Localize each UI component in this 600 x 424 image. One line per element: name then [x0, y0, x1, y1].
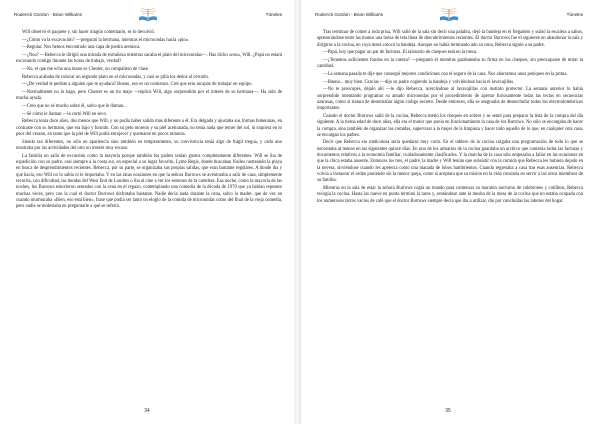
paragraph: —¿Cómo va la excavación? —preguntó la hermana, mientras el microondas hacía «pin». — [22, 37, 190, 43]
header-author: Roderick Gordon - Brian Williams — [315, 12, 383, 17]
page-number: 34 — [144, 408, 150, 414]
paragraph: —No, el que me echa una mano es Chester, un compañero de clase. — [22, 67, 149, 73]
paragraph: La familia no salía de excursión como la mayoría porque también los padres tenían gustos completamente diferentes. Will se iba de expedición con su padre, casi siempre a la costa sur, en especial a su lugar favorito, Lyme Regis, donde buscaban fósiles rastreando la playa en busca de desprendimientos recientes. Rebecca, por su parte, se organizaba sus propias salidas, que eran bastante regulares. A donde iba y qué hacía, eso Will no lo sabía ni le importaba. Y en las raras ocasiones en que la señora Burrows se aventuraba a salir de casa, simplemente recorría, con dificultad, las tiendas del West End de Londres o iba al cine a ver los estrenos de la cartelera. Esa noche, como la mayoría de las noches, los Burrows estuvieron sentados con la cena en el regazo, contemplando una comedia de la década de 1970 que ya habían repuesto muchas veces, pero con la cual el doctor Burrows disfrutaba bastante. Nadie decía nada durante la cena, salvo la madre, que de vez en cuando murmuraba «Bien, eso está bien», frase que podía ser tanto un elogio de la comida de microondas como del final de la vieja comedia, pero nadie se molestaba en preguntarle a qué se refería. — [16, 153, 282, 210]
paragraph: Will observó el paquete y, sin hacer ningún comentario, se lo devolvió. — [22, 30, 156, 35]
paragraph: —No te preocupes, déjalo ahí —le dijo Rebecca, acercándose al lavavajillas con instinto protector. La semana anterior lo había sorprendido intentando programar su amado microondas por el procedimiento de apretar furiosamente todas las teclas en secuencias azarosas, como si tratara de desentrañar algún código secreto. Desde entonces, ella se aseguraba de desenchufar todos los electrodomésticos importantes. — [317, 87, 583, 112]
header-title: Túneles — [265, 12, 282, 17]
paragraph: —¿De verdad le pediste a alguien que te ayudara? Bueno, eso es un comienzo. Creí que eras incapaz de trabajar en equipo. — [22, 82, 253, 88]
header-author: Roderick Gordon - Brian Williams — [14, 12, 82, 17]
left-page — [0, 0, 295, 424]
right-page-text — [317, 30, 583, 402]
paragraph: —¿Noo? —Rebecca le dirigió una mirada de extrañeza mientras sacaba el plato del microondas—. Has dicho «nos», Will. ¿Papá no estará excavando contigo durante las horas de trabajo, verdad? — [16, 53, 282, 65]
paragraph: Rebecca tenía doce años, dos menos que Will, y no podía haber salido más diferente a él. Era delgada y ajustaba sus formas femeninas, en contraste con su hermano, que era bajo y fornido. Con su pelo moreno y su piel aceitunada, no tenía nada que temer del sol, ni siquiera en lo peor del verano, en tanto que la piel de Will podía enrojecer y quemarse en pocos minutos. — [16, 119, 282, 138]
right-page — [300, 0, 595, 424]
paragraph: —Regular. Nos hemos encontrado una capa de piedra arenisca. — [22, 45, 141, 51]
paragraph: Rebecca acababa de colocar un segundo plato en el microondas, y casi se pilla los dedos al cerrarlo. — [22, 74, 210, 80]
paragraph: Tras terminar de comer a toda prisa, Will salió de la sala sin decir una palabra, dejó la bandeja en el fregadero y subió la escalera a saltos, apresurándose entre las manos una bolsa de tela llena de descubrimientos recientes. El doctor Burrows fue el siguiente en abandonar la sala y dirigirse a la cocina, en cuya mesa colocó la bandeja. Aunque no había terminado aún su cena, Rebecca siguió a su padre. — [317, 30, 583, 48]
book-logo-icon — [137, 8, 159, 23]
left-page-text — [16, 30, 282, 402]
paragraph: —La semana pasada te dije que conseguí mejores condiciones con el seguro de la casa. Nos ahorramos unos peniques en la prima. — [323, 71, 568, 77]
paragraph: —Sé cómo le llaman —la cortó Will en seco. — [22, 111, 107, 117]
right-page-header — [315, 8, 583, 22]
paragraph: —Papá, hoy que pagar un par de facturas. El talonario de cheques está en la mesa. — [323, 50, 478, 56]
paragraph: Mientras en la sala de estar la señora Burrows cogía un mando para comenzar su maratón nocturno de culebrones y cotilleos, Rebecca recogía la cocina. Hasta las nueve en punto terminó la tarea y, sentándose ante la mesita de la mesa de la cocina que no estaba ocupada con los numerosos tarros vacíos de café que el doctor Burrows siempre decía que iba a utilizar, dio por concluidas las labores del hogar. — [317, 185, 583, 204]
paragraph: Cuando el doctor Burrows salió de la cocina, Rebecca metió los cheques en sobres y se sentó para preparar la lista de la compra del día siguiente. A la tierna edad de doce años, ella era el motor que ponía en funcionamiento la casa de los Burrows. No sólo se encargaba de hacer la compra, sino también de organizar las comidas, supervisar a la mujer de la limpieza y hacer todo aquello de lo que, en cualquier otra casa, se encargan los padres. — [317, 113, 583, 138]
paragraph: —Normalmente no lo hago, pero Chester es un tío majo —replicó Will, algo sorprendido por el interés de su hermana—. Ha sido de mucha ayuda. — [16, 90, 282, 102]
paragraph: Siendo tan diferentes, no sólo en apariencia sino también en temperamento, su convivencia tenía algo de frágil tregua, y cada uno mostraba por las actividades del otro un interés muy escaso. — [16, 139, 282, 152]
paragraph: —¿Tenemos suficientes fondos en la cuenta? —preguntó él mientras garabateaba su firma en los cheques, sin preocuparse de mirar la cantidad. — [317, 57, 583, 70]
left-page-header — [14, 8, 282, 22]
book-logo-icon — [438, 8, 460, 23]
paragraph: —Creo que no sé mucho sobre él, salvo que le llaman... — [22, 104, 127, 110]
paragraph: —Bueno... muy bien. Gracias —dijo su padre cogiendo la bandeja y volviéndose hacia el lavavajillas. — [323, 79, 515, 85]
paragraph: Decir que Rebecca era meticulosa sería quedarse muy corto. En el tablero de la cocina colgaba una programación de todo lo que se necesitaba al menos en las siguientes quince días. En uno de los armarios de la cocina guardaba un archivo que contenía todas las facturas y documentos relativos a la economía familiar, cuidadosamente clasificados. Y la marcha de la casa sólo empezaba a fallar en las ocasiones en que la chica estaba ausente. Entonces los tres, el padre, la madre y Will tenían que subsistir con la comida que Rebecca les hubiera dejado en la nevera, sirviéndose cuando les apetecía como una manada de lobos hambrientos. Cuando regresaba a casa tras esas ausencias, Rebecca volvía a instaurar el orden poniendo sin la menor queja, como si aceptara que su misión en la vida consistía en servir a los otros miembros de su familia. — [317, 140, 583, 184]
page-number: 35 — [445, 408, 451, 414]
header-title: Túneles — [566, 12, 583, 17]
